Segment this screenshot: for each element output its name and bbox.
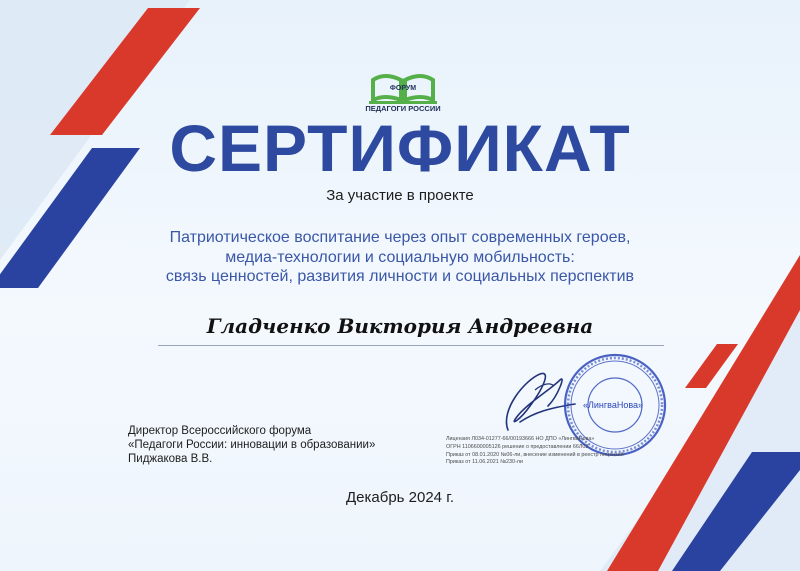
director-line: Директор Всероссийского форума [128, 425, 312, 437]
license-line: Приказ от 11.06.2021 №230-ли [446, 459, 523, 466]
certificate-title: СЕРТИФИКАТ [169, 111, 631, 185]
stamp-center-text: «ЛингваНова» [582, 400, 644, 410]
recipient-name: Гладченко Виктория Андреевна [206, 314, 594, 338]
director-block [128, 424, 375, 466]
certificate-date: Декабрь 2024 г. [346, 489, 454, 506]
project-line: связь ценностей, развития личности и социальных перспектив [165, 268, 635, 285]
director-line: Пиджакова В.В. [128, 453, 213, 465]
logo-bottom-text: ПЕДАГОГИ РОССИИ [365, 104, 441, 113]
certificate-subtitle: За участие в проекте [326, 187, 474, 204]
forum-logo [355, 70, 451, 114]
name-underline [158, 345, 664, 346]
license-line: ОГРН 1106600005126 решение о предоставлении 66Л02 [446, 443, 589, 450]
project-line: Патриотическое воспитание через опыт современных героев, [169, 229, 631, 246]
project-line: медиа-технологии и социальную мобильность: [225, 248, 575, 266]
logo-top-text: ФОРУМ [389, 85, 417, 92]
project-title [100, 228, 700, 287]
license-line: Приказ от 08.01.2020 №06-ли, внесение изменений в реестр лицензий [446, 451, 624, 458]
director-line: «Педагоги России: инновации в образовании» [128, 439, 376, 451]
license-line: Лицензия Л034-01277-66/00193666 НО ДПО «ЛингваНова» [446, 436, 595, 442]
license-info [446, 436, 624, 467]
